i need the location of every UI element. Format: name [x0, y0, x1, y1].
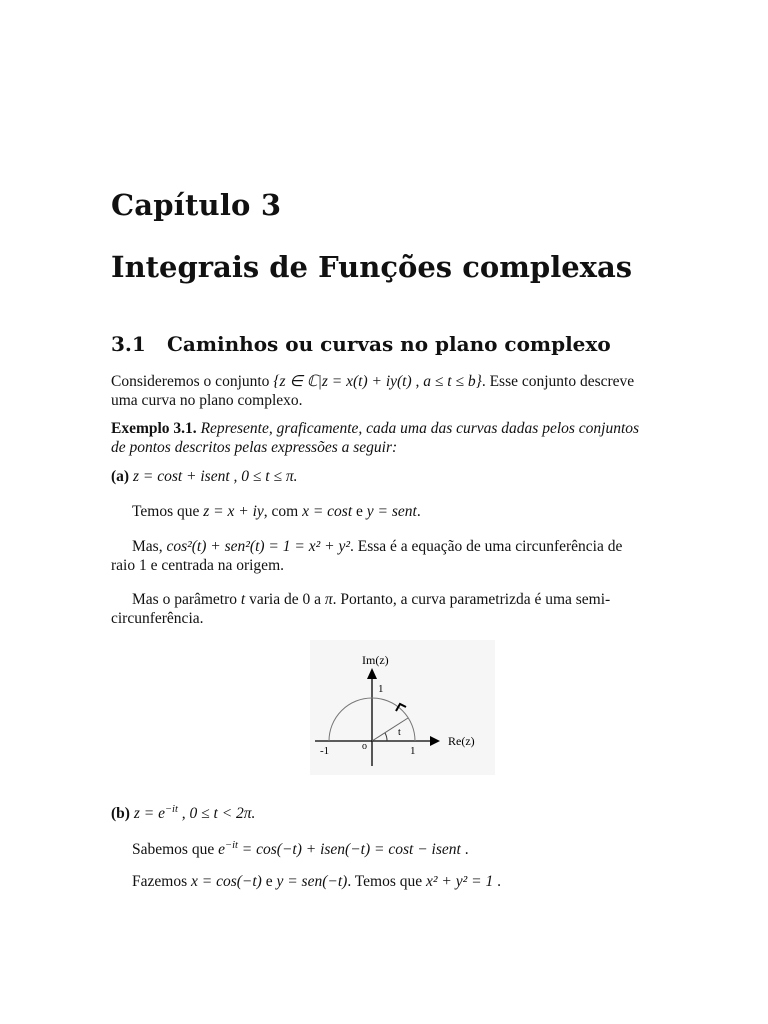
part-b-text: . Temos que: [347, 873, 427, 890]
part-a-statement: [111, 467, 681, 486]
minus-one-label: -1: [320, 745, 330, 757]
part-a-text: raio 1 e centrada na origem.: [111, 557, 284, 574]
part-a-math: π: [324, 591, 333, 608]
example-label: Exemplo 3.1.: [111, 420, 197, 437]
part-a-math: y = sent: [366, 503, 417, 520]
t-label: t: [398, 727, 401, 738]
chapter-title: Integrais de Funções complexas: [111, 250, 633, 284]
figure-background: [310, 640, 495, 775]
intro-text-2: . Esse conjunto descreve: [481, 373, 635, 390]
im-label: Im(z): [362, 653, 389, 667]
part-b-math-exp: −it: [225, 840, 238, 851]
x-one-label: 1: [410, 745, 416, 757]
intro-line-2: uma curva no plano complexo.: [111, 392, 303, 409]
part-a-label: (a): [111, 468, 130, 485]
part-b-statement: [111, 800, 681, 823]
part-b-line-2: [132, 872, 702, 891]
part-b-math: = cos(−t) + isen(−t) = cost − isent: [237, 841, 461, 858]
part-b-text: Sabemos que: [132, 841, 219, 858]
section-heading: [111, 332, 611, 356]
section-number: 3.1: [111, 332, 146, 356]
part-a-text: .: [416, 503, 421, 520]
part-a-expression: z = cost + isent , 0 ≤ t ≤ π.: [132, 468, 298, 485]
part-a-math: z = x + iy: [203, 503, 264, 520]
origin-label: o: [362, 741, 367, 752]
part-b-line-1: [132, 836, 702, 859]
intro-text-1: Consideremos o conjunto: [111, 373, 274, 390]
part-a-math: x = cost: [302, 503, 353, 520]
re-label: Re(z): [448, 734, 475, 748]
part-a-text: , com: [263, 503, 303, 520]
part-a-math: cos²(t) + sen²(t) = 1 = x² + y²: [166, 538, 350, 555]
part-b-range: , 0 ≤ t < 2π.: [177, 805, 256, 822]
intro-paragraph: [111, 372, 681, 410]
part-b-label: (b): [111, 805, 130, 822]
part-a-text: circunferência.: [111, 610, 204, 627]
part-b-math: x² + y² = 1: [426, 873, 494, 890]
part-b-text: .: [493, 873, 502, 890]
part-a-text: . Essa é a equação de uma circunferência de: [349, 538, 623, 555]
part-a-text: e: [352, 503, 367, 520]
part-b-text: e: [261, 873, 277, 890]
part-a-math: t: [240, 591, 246, 608]
example-text-1: Represente, graficamente, cada uma das curvas dadas pelos conjuntos: [196, 420, 640, 437]
part-b-math: e: [218, 841, 225, 858]
part-b-exp: −it: [164, 804, 178, 815]
part-a-text: Temos que: [132, 503, 204, 520]
part-a-text: Mas o parâmetro: [132, 591, 241, 608]
chapter-label: Capítulo 3: [111, 188, 282, 222]
section-title: Caminhos ou curvas no plano complexo: [167, 332, 611, 356]
part-b-math: x = cos(−t): [190, 873, 262, 890]
part-a-text: . Portanto, a curva parametrizda é uma semi-: [332, 591, 611, 608]
part-a-text: varia de 0 a: [245, 591, 325, 608]
part-a-text: Mas,: [132, 538, 167, 555]
part-b-text: Fazemos: [132, 873, 191, 890]
part-a-line-1: [132, 502, 702, 521]
y-one-label: 1: [378, 683, 384, 695]
intro-set: {z ∈ ℂ|z = x(t) + iy(t) , a ≤ t ≤ b}: [273, 373, 482, 390]
part-a-paragraph-2: [111, 537, 683, 575]
part-a-paragraph-3: [111, 590, 683, 628]
example-text-2: de pontos descritos pelas expressões a seguir:: [111, 439, 398, 456]
example-paragraph: [111, 419, 683, 457]
part-b-math: y = sen(−t): [276, 873, 348, 890]
part-b-z: z = e: [133, 805, 165, 822]
semicircle-figure: [310, 640, 495, 775]
part-b-text: .: [460, 841, 469, 858]
